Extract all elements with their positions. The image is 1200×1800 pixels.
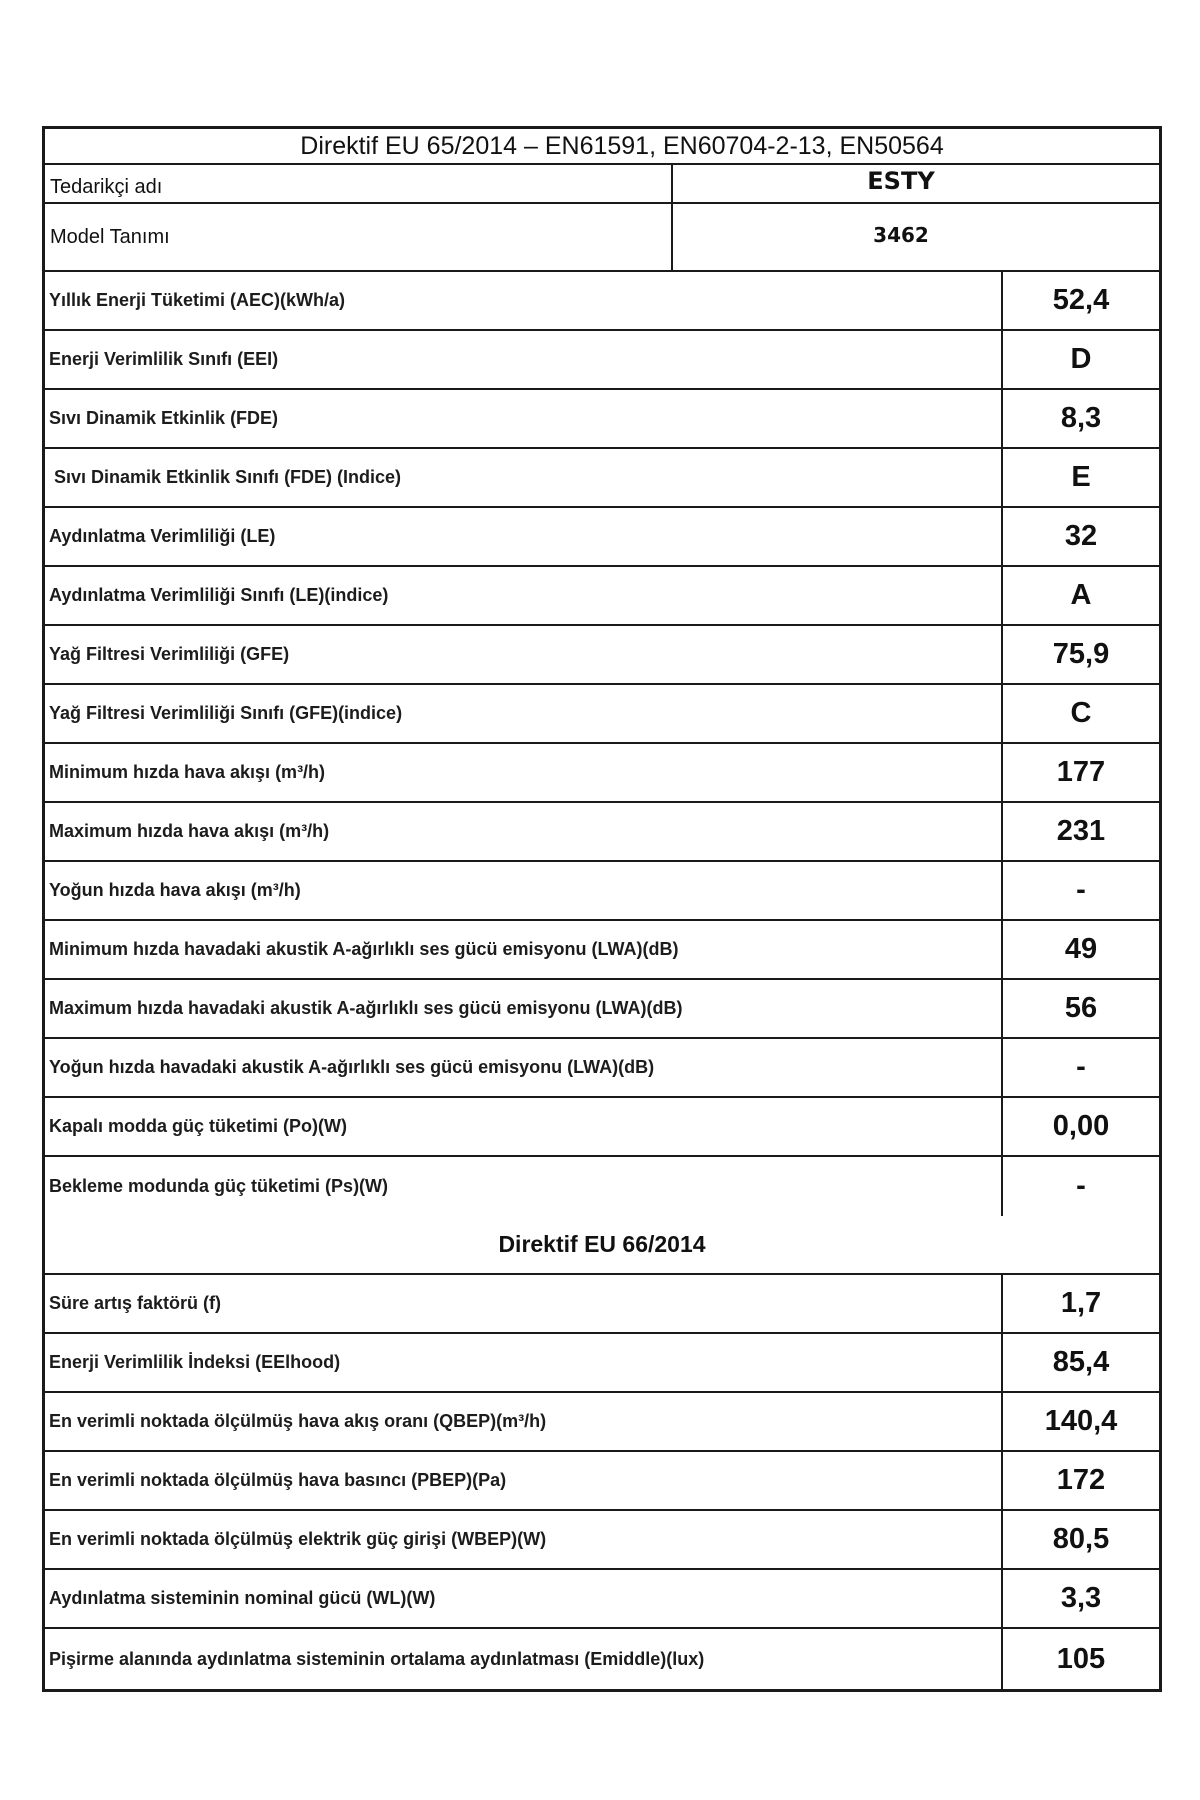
row-value: D — [1070, 343, 1092, 375]
row-label: Yağ Filtresi Verimliliği Sınıfı (GFE)(indice) — [45, 685, 1003, 742]
row-label: Yağ Filtresi Verimliliği (GFE) — [45, 626, 1003, 683]
table-row — [45, 449, 1159, 508]
supplier-label: Tedarikçi adı — [45, 165, 673, 202]
table-row — [45, 508, 1159, 567]
row-value: 75,9 — [1052, 638, 1110, 670]
row-value: 231 — [1056, 815, 1106, 847]
row-label: Süre artış faktörü (f) — [45, 1275, 1003, 1332]
table-row — [45, 980, 1159, 1039]
row-label: Enerji Verimlilik İndeksi (EElhood) — [45, 1334, 1003, 1391]
table-row — [45, 1039, 1159, 1098]
row-label: Sıvı Dinamik Etkinlik (FDE) — [45, 390, 1003, 447]
row-value: 52,4 — [1052, 284, 1110, 316]
row-value: 8,3 — [1060, 402, 1102, 434]
row-value: 85,4 — [1052, 1346, 1110, 1378]
row-label: Maximum hızda hava akışı (m³/h) — [45, 803, 1003, 860]
table-row — [45, 803, 1159, 862]
table-row — [45, 1629, 1159, 1689]
table-row — [45, 744, 1159, 803]
row-value: 3,3 — [1060, 1582, 1102, 1614]
row-value: A — [1070, 579, 1092, 611]
section-header-eu66 — [45, 1216, 1159, 1275]
table-row — [45, 390, 1159, 449]
supplier-row — [45, 165, 1159, 204]
table-row — [45, 862, 1159, 921]
row-value: 177 — [1056, 756, 1106, 788]
row-label: Minimum hızda havadaki akustik A-ağırlıklı ses gücü emisyonu (LWA)(dB) — [45, 921, 1003, 978]
row-label: Aydınlatma sisteminin nominal gücü (WL)(W) — [45, 1570, 1003, 1627]
row-label: Yıllık Enerji Tüketimi (AEC)(kWh/a) — [45, 272, 1003, 329]
row-value: 49 — [1064, 933, 1098, 965]
table-row — [45, 272, 1159, 331]
row-label: En verimli noktada ölçülmüş hava basıncı (PBEP)(Pa) — [45, 1452, 1003, 1509]
eu65-rows — [45, 272, 1159, 1216]
supplier-value: ESTY — [867, 167, 935, 195]
directive-title-row — [45, 129, 1159, 165]
table-row — [45, 921, 1159, 980]
row-value: 80,5 — [1052, 1523, 1110, 1555]
model-label: Model Tanımı — [45, 204, 673, 270]
table-row — [45, 1157, 1159, 1216]
row-label: Enerji Verimlilik Sınıfı (EEI) — [45, 331, 1003, 388]
row-label: En verimli noktada ölçülmüş elektrik güç girişi (WBEP)(W) — [45, 1511, 1003, 1568]
directive-title: Direktif EU 65/2014 – EN61591, EN60704-2-13, EN50564 — [300, 131, 944, 160]
row-value: 56 — [1064, 992, 1098, 1024]
row-label: En verimli noktada ölçülmüş hava akış oranı (QBEP)(m³/h) — [45, 1393, 1003, 1450]
row-value: 0,00 — [1052, 1110, 1110, 1142]
row-value: C — [1070, 697, 1092, 729]
row-label: Minimum hızda hava akışı (m³/h) — [45, 744, 1003, 801]
row-label: Yoğun hızda hava akışı (m³/h) — [45, 862, 1003, 919]
row-label: Kapalı modda güç tüketimi (Po)(W) — [45, 1098, 1003, 1155]
row-value: 172 — [1056, 1464, 1106, 1496]
table-row — [45, 1098, 1159, 1157]
row-label: Aydınlatma Verimliliği Sınıfı (LE)(indice) — [45, 567, 1003, 624]
row-value: 105 — [1056, 1642, 1106, 1675]
row-label: Bekleme modunda güç tüketimi (Ps)(W) — [45, 1157, 1003, 1216]
row-value: 140,4 — [1044, 1405, 1118, 1437]
row-label: Aydınlatma Verimliliği (LE) — [45, 508, 1003, 565]
row-label: Pişirme alanında aydınlatma sisteminin ortalama aydınlatması (Emiddle)(lux) — [45, 1629, 1003, 1689]
row-value: - — [1076, 1170, 1086, 1202]
section-title: Direktif EU 66/2014 — [498, 1231, 706, 1257]
table-row — [45, 1393, 1159, 1452]
table-row — [45, 331, 1159, 390]
product-fiche-table — [42, 126, 1162, 1692]
table-row — [45, 567, 1159, 626]
row-label: Yoğun hızda havadaki akustik A-ağırlıklı ses gücü emisyonu (LWA)(dB) — [45, 1039, 1003, 1096]
table-row — [45, 1452, 1159, 1511]
row-value: 32 — [1064, 520, 1098, 552]
table-row — [45, 1570, 1159, 1629]
model-row — [45, 204, 1159, 272]
row-value: - — [1076, 1051, 1086, 1083]
row-label: Maximum hızda havadaki akustik A-ağırlıklı ses gücü emisyonu (LWA)(dB) — [45, 980, 1003, 1037]
row-value: 1,7 — [1060, 1287, 1102, 1319]
table-row — [45, 685, 1159, 744]
table-row — [45, 1511, 1159, 1570]
row-label: Sıvı Dinamik Etkinlik Sınıfı (FDE) (Indice) — [45, 449, 1003, 506]
table-row — [45, 1334, 1159, 1393]
row-value: - — [1076, 874, 1086, 906]
model-value: 3462 — [873, 223, 929, 247]
table-row — [45, 1275, 1159, 1334]
table-row — [45, 626, 1159, 685]
eu66-rows — [45, 1275, 1159, 1689]
row-value: E — [1071, 461, 1091, 493]
